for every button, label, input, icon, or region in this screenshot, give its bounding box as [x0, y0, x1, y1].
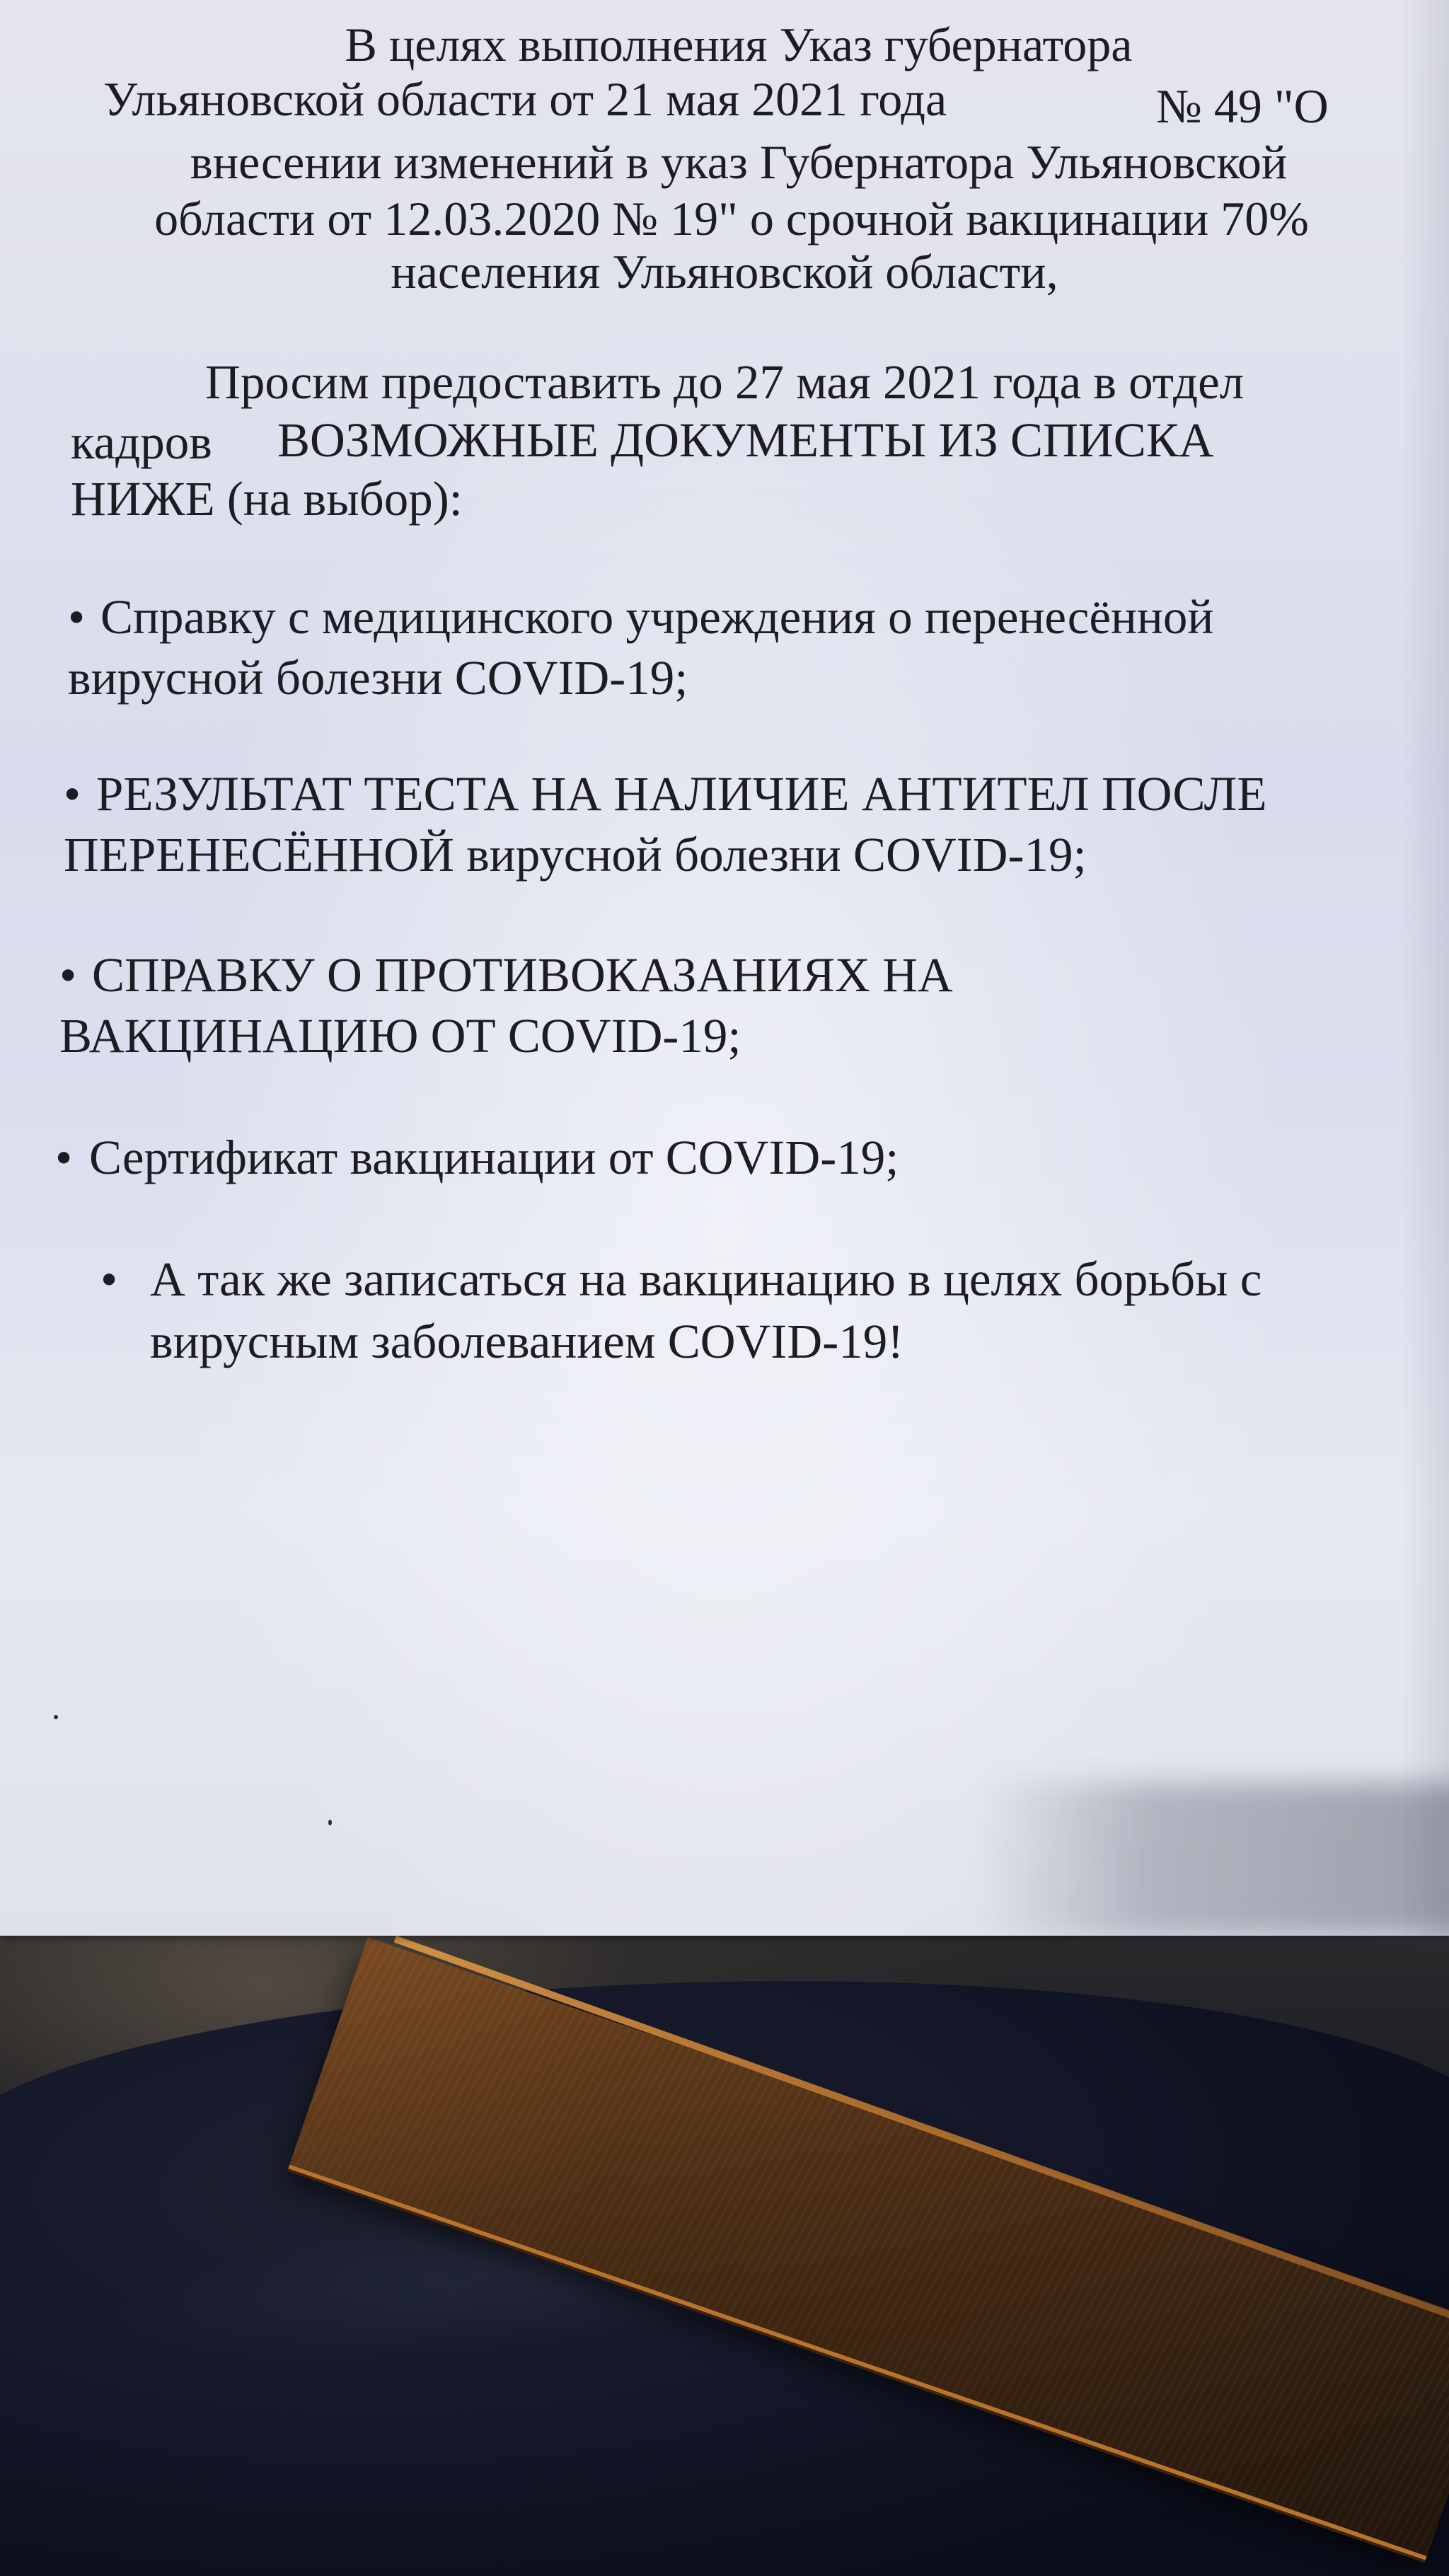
list-item-4-line-1: Сертификат вакцинации от COVID-19; — [89, 1131, 899, 1184]
heading-line-4: области от 12.03.2020 № 19" о срочной вакцинации 70% — [154, 192, 1309, 246]
list-item-1-line-1: Справку с медицинского учреждения о перенесённой — [100, 590, 1214, 644]
list-bullet: • — [68, 590, 86, 644]
request-line-2-caps: ВОЗМОЖНЫЕ ДОКУМЕНТЫ ИЗ СПИСКА — [277, 413, 1214, 467]
heading-line-2-number: № 49 "О — [1156, 79, 1329, 133]
list-item-5-line-2: вирусным заболеванием COVID-19! — [150, 1315, 904, 1368]
list-item-2-line-2: ПЕРЕНЕСЁННОЙ вирусной болезни COVID-19; — [64, 828, 1087, 882]
list-bullet: • — [55, 1131, 73, 1184]
list-item-5-line-1: А так же записаться на вакцинацию в целях борьбы с — [150, 1252, 1262, 1306]
list-item-2-line-1: РЕЗУЛЬТАТ ТЕСТА НА НАЛИЧИЕ АНТИТЕЛ ПОСЛЕ — [96, 767, 1267, 821]
list-bullet: • — [100, 1252, 118, 1306]
list-item-3-line-2: ВАКЦИНАЦИЮ ОТ COVID-19; — [59, 1009, 741, 1063]
list-bullet: • — [59, 948, 77, 1002]
list-bullet: • — [64, 767, 81, 821]
request-line-1: Просим предоставить до 27 мая 2021 года в отдел — [205, 355, 1245, 409]
heading-line-1: В целях выполнения Указ губернатора — [345, 18, 1133, 71]
heading-line-3: внесении изменений в указ Губернатора Ульяновской — [190, 135, 1288, 189]
request-line-2-start: кадров — [71, 415, 212, 469]
list-item-1-line-2: вирусной болезни COVID-19; — [68, 651, 688, 705]
paper-speck — [328, 1820, 332, 1825]
paper-speck — [54, 1715, 58, 1719]
heading-line-5: населения Ульяновской области, — [391, 245, 1058, 299]
request-line-3: НИЖЕ (на выбор): — [71, 472, 463, 526]
list-item-3-line-1: СПРАВКУ О ПРОТИВОКАЗАНИЯХ НА — [92, 948, 953, 1002]
hand-shadow — [976, 1783, 1449, 1936]
heading-line-2: Ульяновской области от 21 мая 2021 года — [103, 72, 947, 126]
